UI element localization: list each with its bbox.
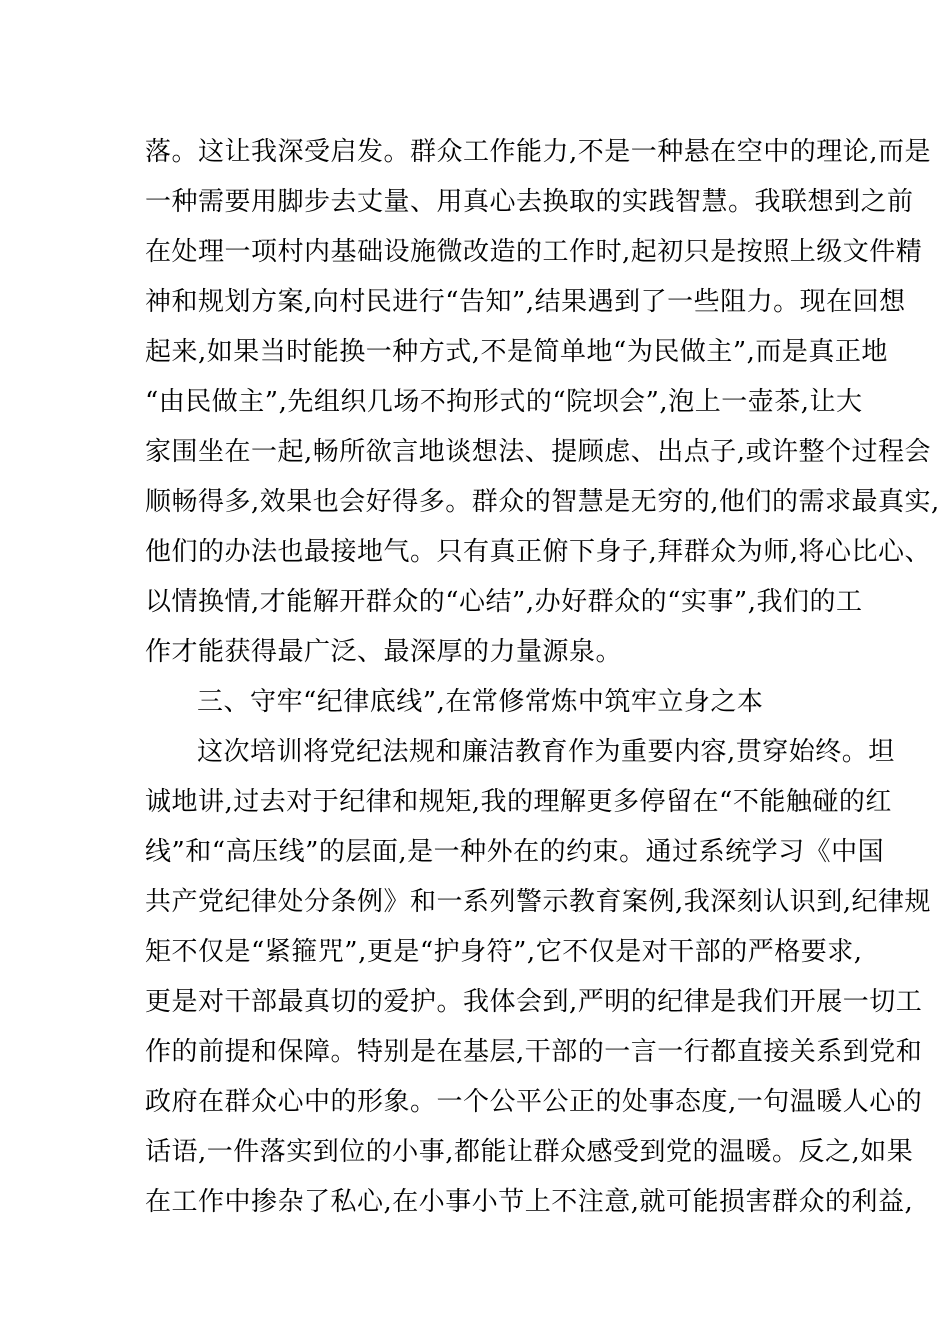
paragraph-1-line-11: 作才能获得最广泛、最深厚的力量源泉。 bbox=[145, 637, 623, 667]
paragraph-1-line-2: 一种需要用脚步去丈量、用真心去换取的实践智慧。我联想到之前 bbox=[145, 187, 914, 217]
paragraph-2-line-4: 共产党纪律处分条例》和一系列警示教育案例,我深刻认识到,纪律规 bbox=[145, 887, 932, 917]
paragraph-2-line-9: 话语,一件落实到位的小事,都能让群众感受到党的温暖。反之,如果 bbox=[145, 1137, 914, 1167]
paragraph-2-line-2: 诚地讲,过去对于纪律和规矩,我的理解更多停留在“不能触碰的红 bbox=[145, 787, 892, 817]
paragraph-1-line-3: 在处理一项村内基础设施微改造的工作时,起初只是按照上级文件精 bbox=[145, 237, 923, 267]
paragraph-2-line-7: 作的前提和保障。特别是在基层,干部的一言一行都直接关系到党和 bbox=[145, 1037, 923, 1067]
paragraph-1-line-6: “由民做主”,先组织几场不拘形式的“院坝会”,泡上一壶茶,让大 bbox=[145, 387, 863, 417]
paragraph-2-line-3: 线”和“高压线”的层面,是一种外在的约束。通过系统学习《中国 bbox=[145, 837, 885, 867]
paragraph-1-line-8: 顺畅得多,效果也会好得多。群众的智慧是无穷的,他们的需求最真实, bbox=[145, 487, 940, 517]
paragraph-1-line-10: 以情换情,才能解开群众的“心结”,办好群众的“实事”,我们的工 bbox=[145, 587, 863, 617]
paragraph-1-line-9: 他们的办法也最接地气。只有真正俯下身子,拜群众为师,将心比心、 bbox=[145, 537, 932, 567]
section-heading: 三、守牢“纪律底线”,在常修常炼中筑牢立身之本 bbox=[197, 687, 764, 717]
paragraph-1-line-4: 神和规划方案,向村民进行“告知”,结果遇到了一些阻力。现在回想 bbox=[145, 287, 906, 317]
paragraph-1-line-1: 落。这让我深受启发。群众工作能力,不是一种悬在空中的理论,而是 bbox=[145, 137, 932, 167]
paragraph-2-line-6: 更是对干部最真切的爱护。我体会到,严明的纪律是我们开展一切工 bbox=[145, 987, 923, 1017]
paragraph-2-line-8: 政府在群众心中的形象。一个公平公正的处事态度,一句温暖人心的 bbox=[145, 1087, 923, 1117]
paragraph-1-line-5: 起来,如果当时能换一种方式,不是简单地“为民做主”,而是真正地 bbox=[145, 337, 888, 367]
paragraph-2-line-10: 在工作中掺杂了私心,在小事小节上不注意,就可能损害群众的利益, bbox=[145, 1187, 914, 1217]
paragraph-1-line-7: 家围坐在一起,畅所欲言地谈想法、提顾虑、出点子,或许整个过程会 bbox=[145, 437, 932, 467]
paragraph-2-line-5: 矩不仅是“紧箍咒”,更是“护身符”,它不仅是对干部的严格要求, bbox=[145, 937, 863, 967]
paragraph-2-line-1: 这次培训将党纪法规和廉洁教育作为重要内容,贯穿始终。坦 bbox=[197, 737, 895, 767]
